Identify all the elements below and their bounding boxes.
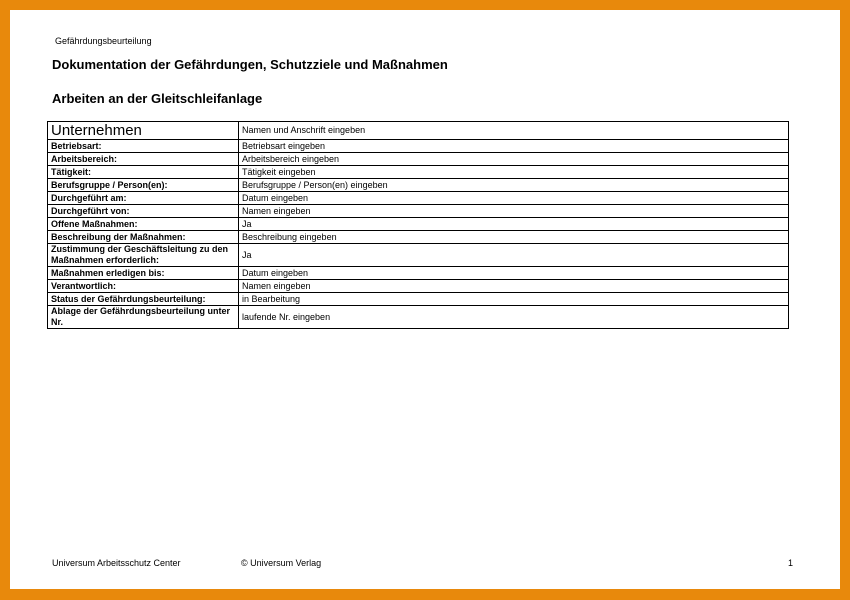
row-label: Beschreibung der Maßnahmen: [48,231,239,244]
table-row [48,218,789,231]
row-value[interactable]: Ja [239,244,789,267]
footer-copyright: © Universum Verlag [241,558,322,568]
row-label: Maßnahmen erledigen bis: [48,267,239,280]
row-value[interactable]: Namen eingeben [239,280,789,293]
table-row [48,166,789,179]
header-label: Gefährdungsbeurteilung [55,36,152,46]
row-value[interactable]: Datum eingeben [239,192,789,205]
row-value[interactable]: Arbeitsbereich eingeben [239,153,789,166]
row-label-company: Unternehmen [48,122,239,140]
row-label: Berufsgruppe / Person(en): [48,179,239,192]
table-row [48,306,789,329]
row-value[interactable]: Datum eingeben [239,267,789,280]
row-label: Zustimmung der Geschäftsleitung zu den Maßnahmen erforderlich: [48,244,239,267]
table-row [48,140,789,153]
table-row [48,153,789,166]
row-label: Durchgeführt am: [48,192,239,205]
table-row [48,179,789,192]
table-row [48,293,789,306]
row-value[interactable]: Ja [239,218,789,231]
row-value-company[interactable]: Namen und Anschrift eingeben [239,122,789,140]
row-value[interactable]: Betriebsart eingeben [239,140,789,153]
table-row [48,192,789,205]
row-label: Ablage der Gefährdungsbeurteilung unter Nr. [48,306,239,329]
table-row [48,244,789,267]
row-label: Offene Maßnahmen: [48,218,239,231]
document-page [10,10,840,589]
row-label: Verantwortlich: [48,280,239,293]
table-row [48,205,789,218]
table-row [48,122,789,140]
row-label: Tätigkeit: [48,166,239,179]
assessment-table [47,121,789,329]
row-value[interactable]: in Bearbeitung [239,293,789,306]
table-row [48,280,789,293]
row-label: Arbeitsbereich: [48,153,239,166]
row-label: Betriebsart: [48,140,239,153]
table-row [48,231,789,244]
page-number: 1 [788,558,794,568]
row-value[interactable]: laufende Nr. eingeben [239,306,789,329]
document-title: Dokumentation der Gefährdungen, Schutzziele und Maßnahmen [52,57,448,72]
table-row [48,267,789,280]
row-label: Durchgeführt von: [48,205,239,218]
footer-publisher: Universum Arbeitsschutz Center [52,558,181,568]
row-value[interactable]: Berufsgruppe / Person(en) eingeben [239,179,789,192]
row-value[interactable]: Namen eingeben [239,205,789,218]
row-label: Status der Gefährdungsbeurteilung: [48,293,239,306]
row-value[interactable]: Beschreibung eingeben [239,231,789,244]
document-subtitle: Arbeiten an der Gleitschleifanlage [52,91,263,106]
row-value[interactable]: Tätigkeit eingeben [239,166,789,179]
